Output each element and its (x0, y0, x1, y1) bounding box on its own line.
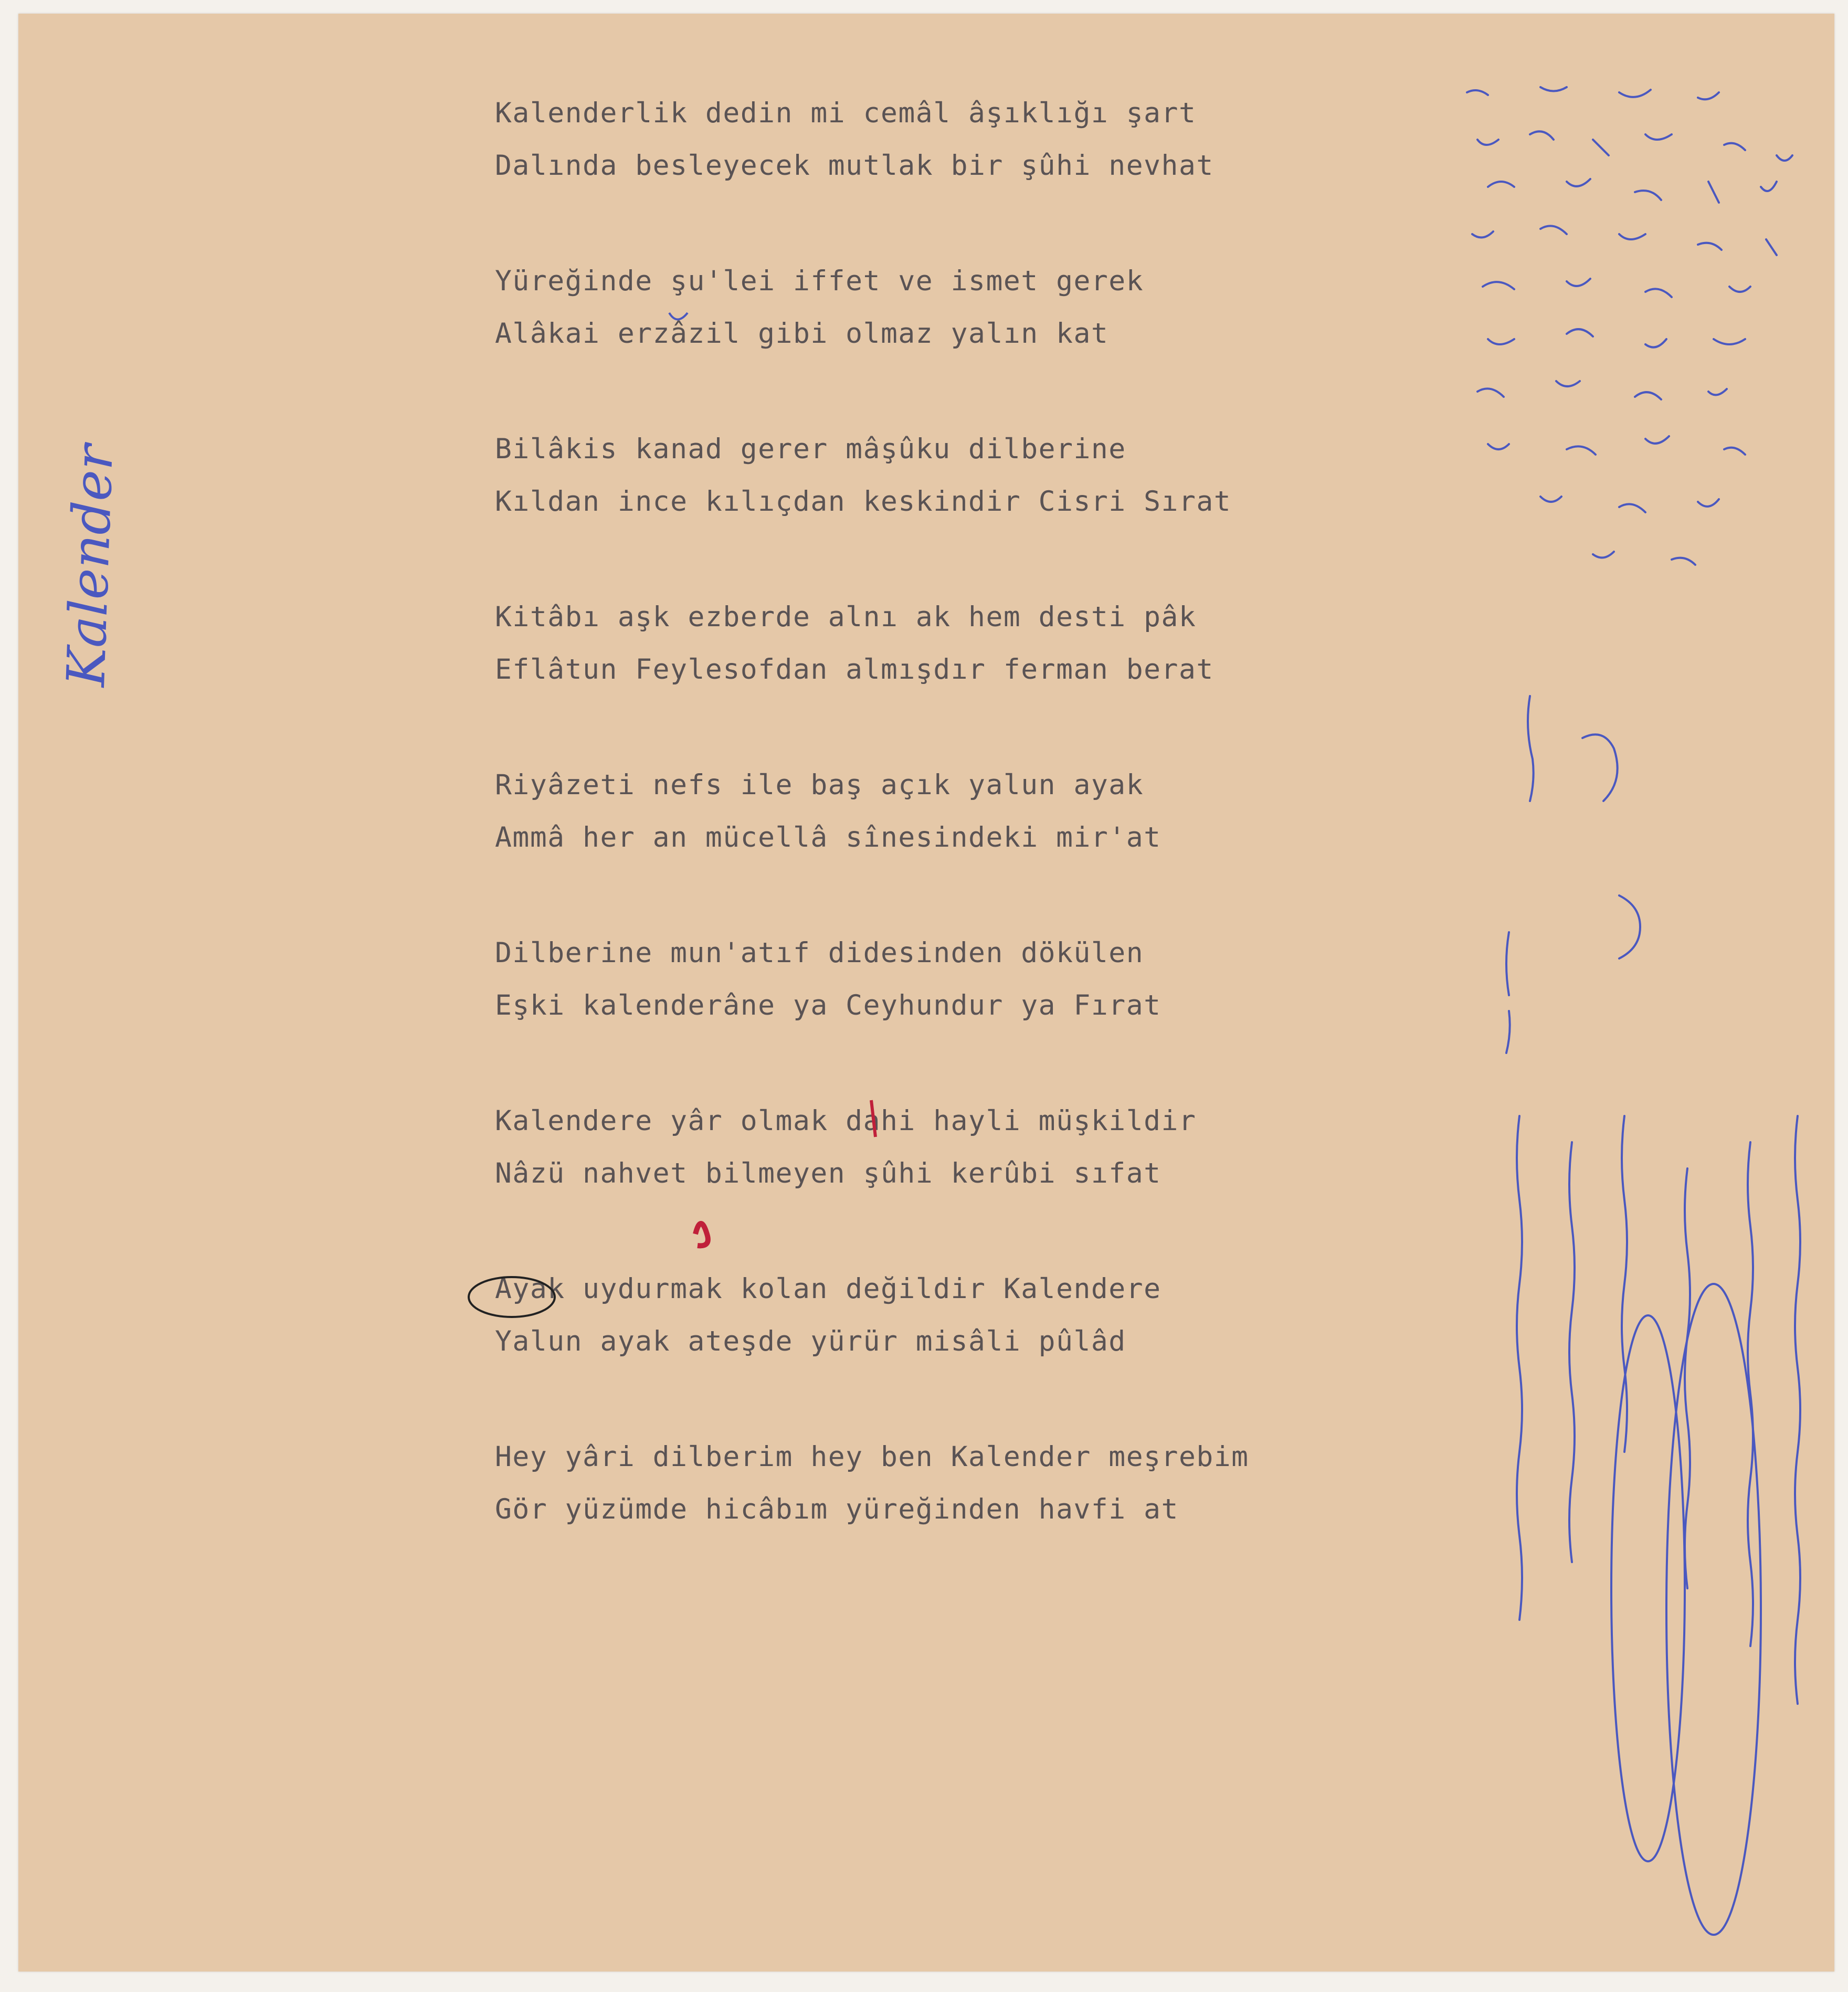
verse-line: Eşki kalenderâne ya Ceyhundur ya Fırat (495, 989, 1161, 1021)
verse-line: Ayak uydurmak kolan değildir Kalendere (495, 1273, 1161, 1305)
circle-mark (469, 1277, 555, 1317)
verse-line: Yüreğinde şu'lei iffet ve ismet gerek (495, 265, 1144, 297)
verse-line: Bilâkis kanad gerer mâşûku dilberine (495, 433, 1126, 465)
verse-line: Ammâ her an mücellâ sînesindeki mir'at (495, 821, 1161, 853)
handwritten-annotations (18, 14, 1834, 1972)
verse-line: Dalında besleyecek mutlak bir şûhi nevhat (495, 150, 1214, 182)
margin-note-kalender: Kalender (55, 444, 125, 688)
verse-line: Eflâtun Feylesofdan almışdır ferman berat (495, 654, 1214, 686)
verse-line: Hey yâri dilberim hey ben Kalender meşrebim (495, 1441, 1249, 1473)
margin-scribbles (1467, 87, 1800, 1935)
verse-line: Kalendere yâr olmak dahi hayli müşkildir (495, 1105, 1197, 1137)
verse-line: Nâzü nahvet bilmeyen şûhi kerûbi sıfat (495, 1157, 1161, 1189)
verse-line: Kalenderlik dedin mi cemâl âşıklığı şart (495, 97, 1197, 129)
verse-line: Kitâbı aşk ezberde alnı ak hem desti pâk (495, 601, 1197, 633)
blue-correction-mark (669, 313, 688, 320)
verse-line: Dilberine mun'atıf didesinden dökülen (495, 937, 1144, 969)
verse-line: Yalun ayak ateşde yürür misâli pûlâd (495, 1325, 1126, 1357)
verse-line: Riyâzeti nefs ile baş açık yalun ayak (495, 769, 1144, 801)
red-correction-mark (695, 1224, 708, 1246)
typescript-page (18, 14, 1834, 1972)
verse-line: Alâkai erzâzil gibi olmaz yalın kat (495, 318, 1109, 350)
red-correction-mark (871, 1100, 875, 1137)
verse-line: Kıldan ince kılıçdan keskindir Cisri Sırat (495, 486, 1232, 518)
verse-line: Gör yüzümde hicâbım yüreğinden havfi at (495, 1493, 1179, 1525)
